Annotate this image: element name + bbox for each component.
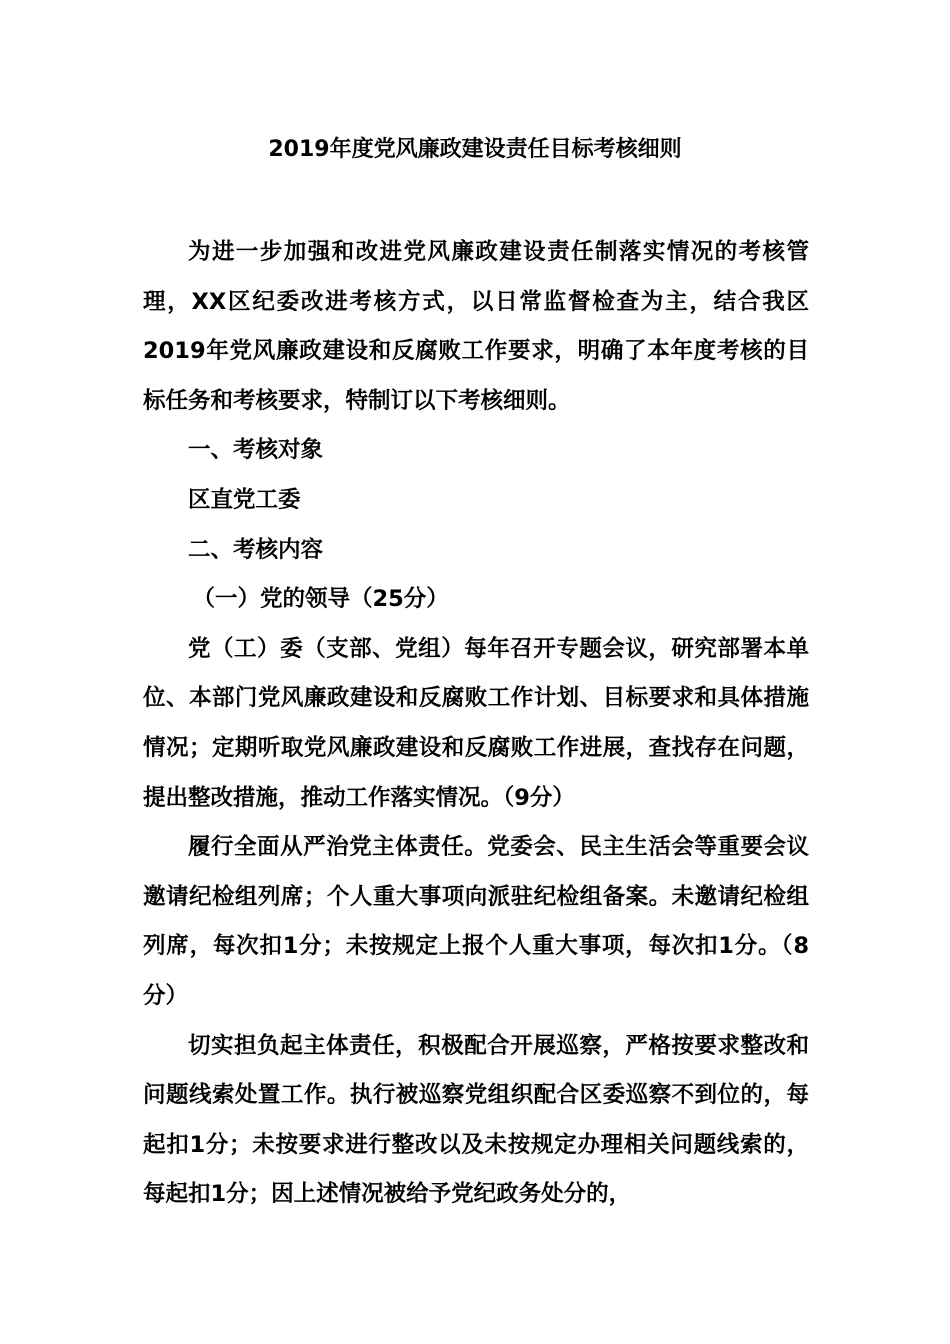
section-heading-assessment-target: 一、考核对象 <box>188 437 324 464</box>
assessment-target-text: 区直党工委 <box>188 486 301 513</box>
document-body <box>143 228 809 1220</box>
content-paragraph-2: 履行全面从严治党主体责任。党委会、民主生活会等重要会议邀请纪检组列席；个人重大事项向派驻纪检组备案。未邀请纪检组列席，每次扣1分；未按规定上报个人重大事项，每次扣1分。（8分） <box>143 834 809 1009</box>
subsection-heading-party-leadership: （一）党的领导（25分） <box>192 586 449 613</box>
content-paragraph-3: 切实担负起主体责任，积极配合开展巡察，严格按要求整改和问题线索处置工作。执行被巡察党组织配合区委巡察不到位的，每起扣1分；未按要求进行整改以及未按规定办理相关问题线索的，每起扣1分；因上述情况被给予党纪政务处分的， <box>143 1032 809 1208</box>
content-paragraph-1: 党（工）委（支部、党组）每年召开专题会议，研究部署本单位、本部门党风廉政建设和反腐败工作计划、目标要求和具体措施情况；定期听取党风廉政建设和反腐败工作进展，查找存在问题，提出整改措施，推动工作落实情况。（9分） <box>143 635 809 811</box>
intro-paragraph: 为进一步加强和改进党风廉政建设责任制落实情况的考核管理，XX区纪委改进考核方式，以日常监督检查为主，结合我区2019年党风廉政建设和反腐败工作要求，明确了本年度考核的目标任务和考核要求，特制订以下考核细则。 <box>143 239 809 414</box>
document-title: 2019年度党风廉政建设责任目标考核细则 <box>268 137 682 162</box>
section-heading-assessment-content: 二、考核内容 <box>188 536 324 563</box>
